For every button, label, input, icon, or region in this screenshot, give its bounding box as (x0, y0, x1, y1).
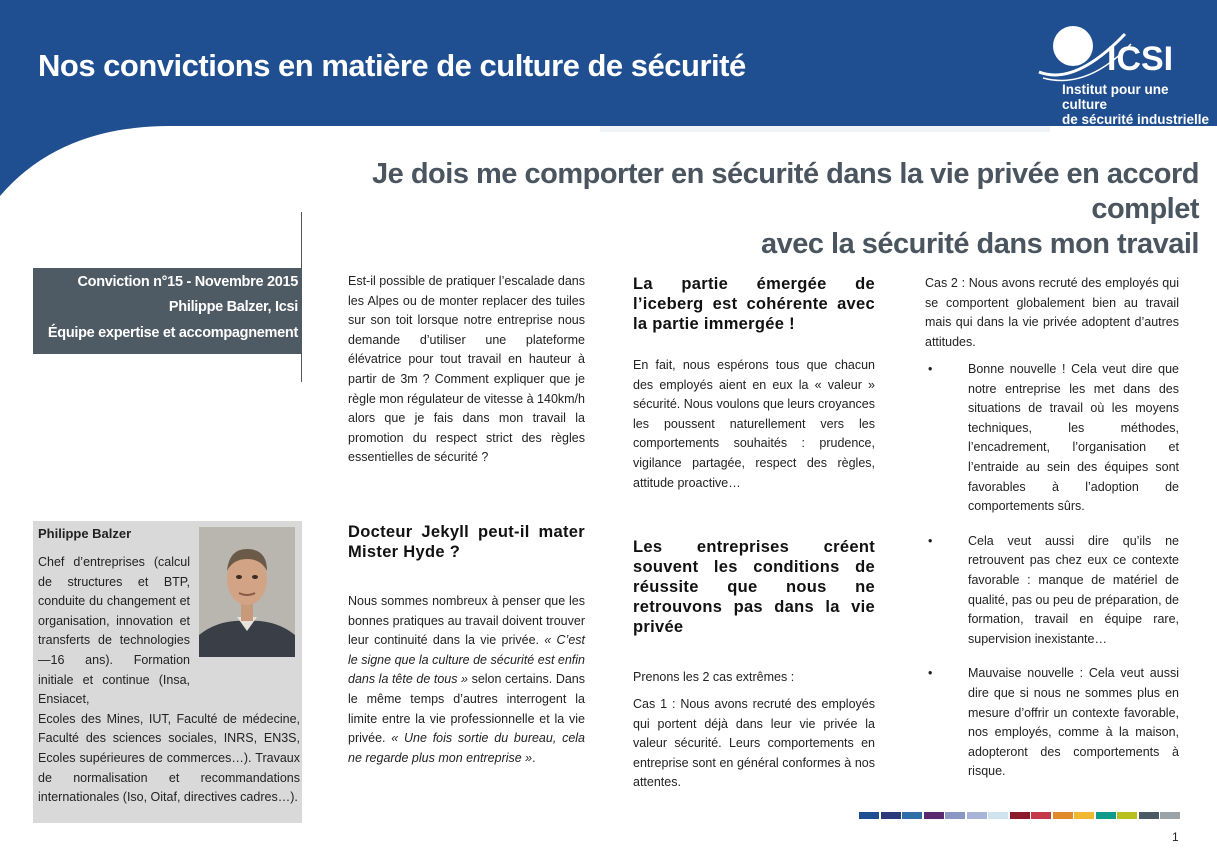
bullet-icon: • (928, 362, 933, 376)
list-item: • Cela veut aussi dire qu’ils ne retrouvent pas chez eux ce contexte favorable : manque de matériel de qualité, pas ou peu de préparation, de formation, travail en équipe rare, supervision inexistante… (928, 533, 1179, 646)
conviction-team: Équipe expertise et accompagnement (47, 325, 298, 341)
col1-paragraph: Nous sommes nombreux à penser que les bonnes pratiques au travail doivent trouver leur continuité dans la vie privée. « C’est le signe que la culture de sécurité est enfin dans la tête de tous » selon certains. Dans le même temps d’autres interrogent la limite entre la vie professionnelle et la vie privée. « Une fois sortie du bureau, cela ne regarde plus mon entreprise ». (348, 594, 586, 765)
color-swatch (859, 812, 879, 819)
conviction-author: Philippe Balzer, Icsi (168, 299, 298, 315)
color-swatch (902, 812, 922, 819)
color-swatch (945, 812, 965, 819)
col2-paragraph-2: Prenons les 2 cas extrêmes : (633, 670, 795, 684)
col2-heading-entreprises: Les entreprises créent souvent les conditions de réussite que nous ne retrouvons pas dans la vie privée (633, 538, 875, 636)
conviction-box (33, 268, 302, 354)
color-swatch (988, 812, 1008, 819)
profile-name: Philippe Balzer (38, 526, 132, 541)
color-swatch (924, 812, 944, 819)
page-title: Nos convictions en matière de culture de sécurité (38, 48, 746, 83)
bullet-icon: • (928, 666, 933, 681)
headline: Je dois me comporter en sécurité dans la vie privée en accord complet avec la sécurité dans mon travail (372, 158, 1199, 260)
list-item: • Bonne nouvelle ! Cela veut dire que notre entreprise les met dans des situations de travail où les moyens techniques, les méthodes, l’encadrement, l’organisation et l’entraide au sein des équipes sont favorables à l’adoption de comportements sûrs. (928, 362, 1179, 514)
col3-bullet-list (925, 360, 1179, 782)
author-profile (33, 521, 302, 823)
color-swatch (1010, 812, 1030, 819)
col2-paragraph-1: En fait, nous espérons tous que chacun des employés aient en eux la « valeur » sécurité. Nous voulons que leurs croyances les poussent naturellement vers les comportements souhaités : prudence, vigilance partagée, respect des règles, attitude proactive… (633, 358, 875, 490)
col2-heading-iceberg: La partie émergée de l’iceberg est cohérente avec la partie immergée ! (633, 275, 875, 333)
profile-bio: Chef d’entreprises (calcul de structures et BTP, conduite du changement et organisation, innovation et transferts de technologies—16 ans). Formation initiale et continue (Insa, Ensiacet, Ecoles des Mines, IUT, Faculté de médecine, Faculté des sciences sociales, INRS, EN3S, Ecoles supérieures de commerces…). Travaux de normalisation et recommandations internationales (Iso, Oitaf, directives cadres…). (38, 555, 300, 805)
color-swatch (967, 812, 987, 819)
color-swatch (1139, 812, 1159, 819)
color-swatch (1117, 812, 1137, 819)
col1-heading: Docteur Jekyll peut-il mater Mister Hyde ? (348, 523, 585, 561)
page-number: 1 (1172, 830, 1179, 844)
bullet-icon: • (928, 533, 933, 548)
conviction-number: Conviction n°15 - Novembre 2015 (77, 274, 298, 290)
color-swatch (881, 812, 901, 819)
color-swatch (1074, 812, 1094, 819)
col1-intro: Est-il possible de pratiquer l’escalade dans les Alpes ou de monter replacer des tuiles sur son toit lorsque notre entreprise nous demande d’utiliser une plateforme élévatrice pour tout travail en hauteur à partir de 3m ? Comment expliquer que je règle mon régulateur de vitesse à 140km/h alors que je fais dans mon travail la promotion du respect strict des règles essentielles de sécurité ? (348, 274, 585, 465)
color-swatch (1160, 812, 1180, 819)
logo-text: ICSI (1107, 40, 1174, 78)
color-swatch (1031, 812, 1051, 819)
col3-intro: Cas 2 : Nous avons recruté des employés qui se comportent globalement bien au travail mais qui dans la vie privée adoptent d’autres attitudes. (925, 276, 1179, 349)
logo-subtitle: Institut pour une culture de sécurité industrielle (1062, 82, 1210, 127)
color-swatch (1053, 812, 1073, 819)
list-item: • Mauvaise nouvelle : Cela veut aussi dire que si nous ne sommes plus en mesure d’offrir un contexte favorable, nos employés, comme à la maison, adopteront des comportements à risque. (928, 666, 1179, 779)
col2-paragraph-3: Cas 1 : Nous avons recruté des employés qui portent déjà dans leur vie privée la valeur sécurité. Leurs comportements en entreprise sont en général conformes à nos attentes. (633, 697, 875, 790)
color-swatch (1096, 812, 1116, 819)
